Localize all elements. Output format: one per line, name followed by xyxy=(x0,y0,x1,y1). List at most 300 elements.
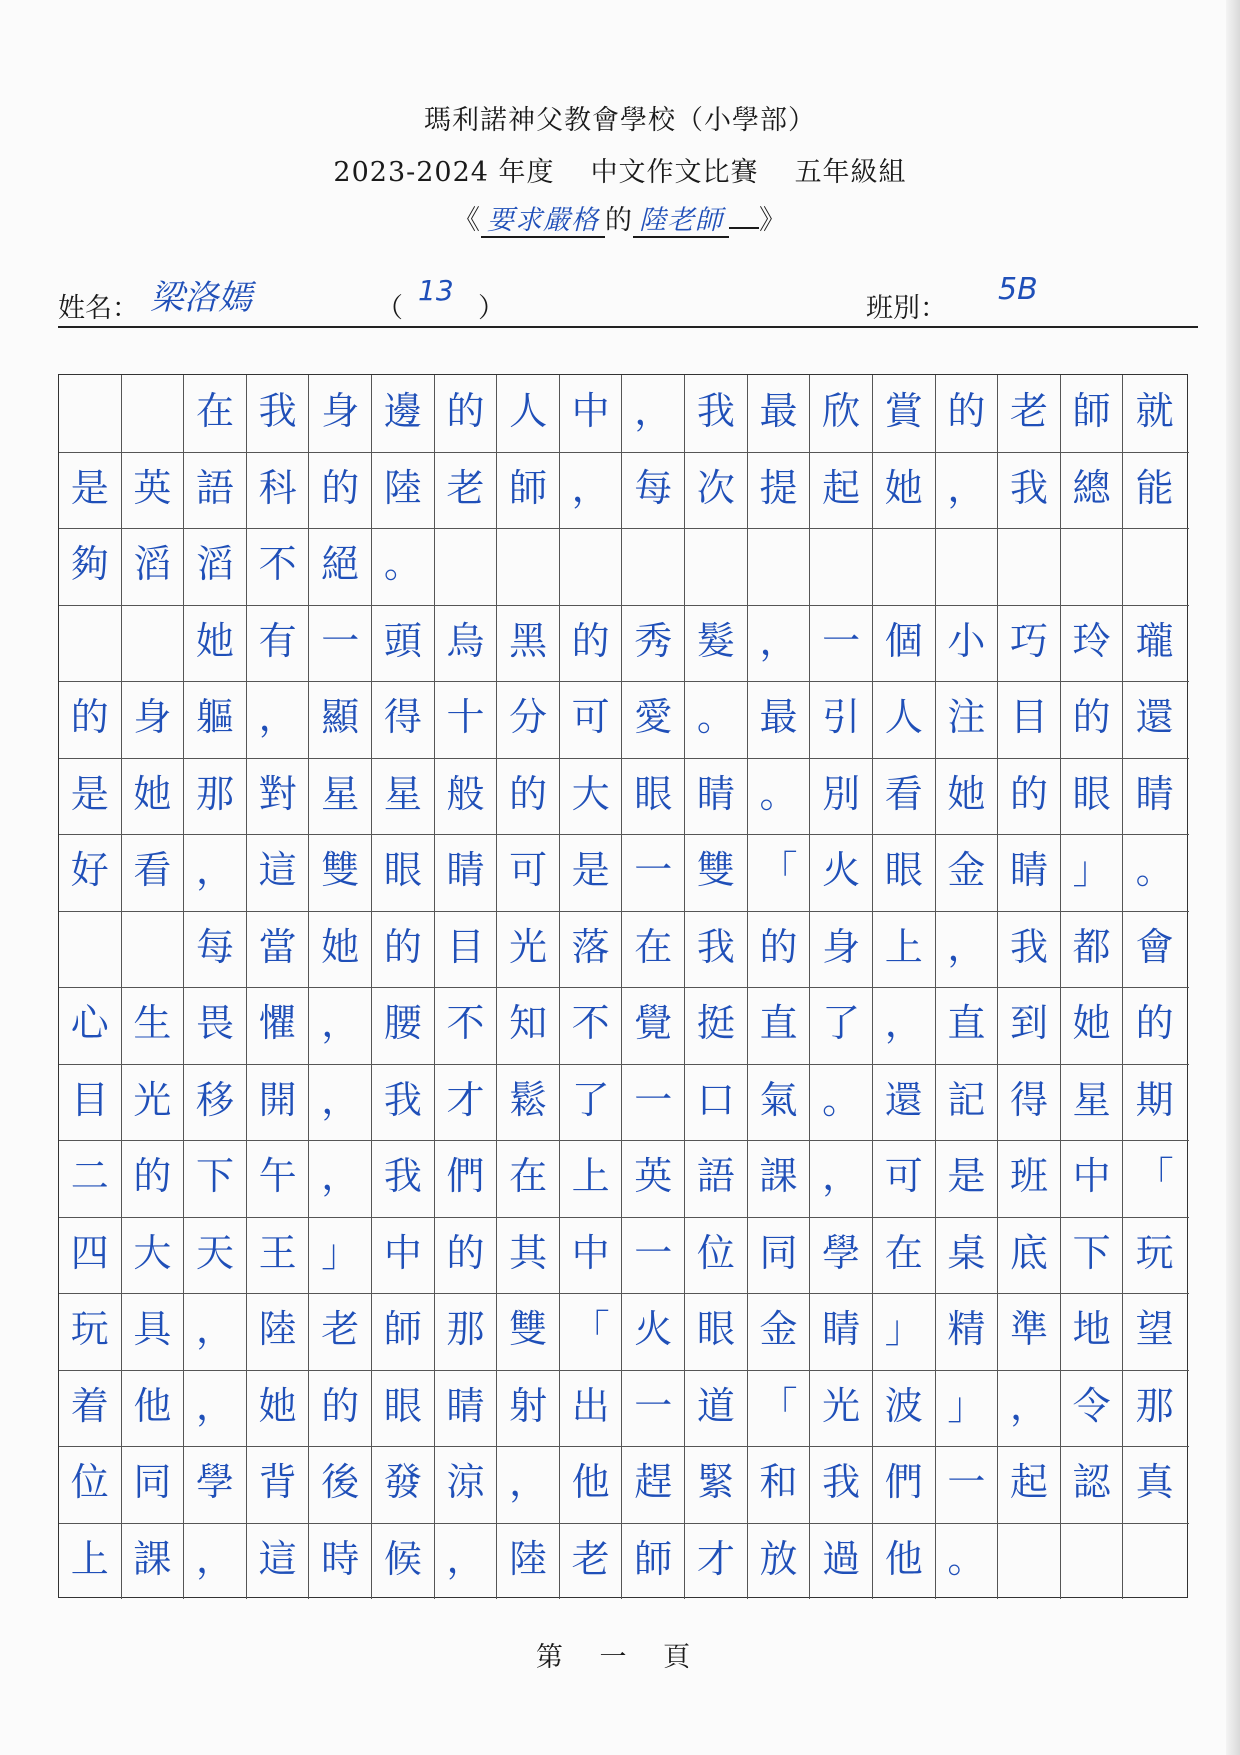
grid-cell: 的 xyxy=(1135,1001,1174,1045)
grid-cell: 放 xyxy=(748,1523,811,1600)
grid-cell: 眼 xyxy=(372,1370,435,1447)
grid-cell: 我 xyxy=(247,375,310,452)
grid-cell: 的 xyxy=(372,911,435,988)
grid-cell: 她 xyxy=(309,911,372,988)
grid-cell: 中 xyxy=(560,1217,623,1294)
competition-name: 中文作文比賽 xyxy=(590,157,759,188)
grid-cell: 的 xyxy=(435,375,498,452)
grid-cell xyxy=(1123,528,1186,605)
grid-row xyxy=(59,605,1189,682)
grid-cell: 玩 xyxy=(1135,1230,1174,1275)
grid-cell: 總 xyxy=(1061,452,1124,529)
grid-cell: 小 xyxy=(936,605,999,682)
grid-cell: 欣 xyxy=(810,375,873,452)
grid-cell: 眼 xyxy=(1061,758,1124,835)
grid-cell: 學 xyxy=(810,1217,873,1294)
grid-cell xyxy=(936,528,999,605)
grid-row xyxy=(59,1446,1189,1523)
grid-cell: 火 xyxy=(623,1293,686,1370)
grid-cell: 目 xyxy=(998,681,1061,758)
grid-cell: 雙 xyxy=(685,834,748,911)
grid-cell: 在 xyxy=(873,1217,936,1294)
grid-cell: 。 xyxy=(810,1064,873,1141)
grid-cell: 光 xyxy=(122,1064,185,1141)
grid-cell: 同 xyxy=(122,1446,185,1523)
grid-cell: 令 xyxy=(1061,1370,1124,1447)
grid-row xyxy=(59,452,1189,529)
grid-cell: 般 xyxy=(435,758,498,835)
grid-cell: 每 xyxy=(623,452,686,529)
grid-row xyxy=(59,834,1189,911)
grid-cell: 老 xyxy=(435,452,498,529)
grid-cell: 這 xyxy=(247,834,310,911)
grid-cell: 中 xyxy=(1061,1140,1124,1217)
grid-cell: 就 xyxy=(1135,389,1174,433)
grid-cell: 語 xyxy=(184,452,247,529)
grid-cell: 老 xyxy=(309,1293,372,1370)
grid-cell: 的 xyxy=(748,911,811,988)
grid-cell xyxy=(623,528,686,605)
academic-year: 2023-2024 年度 xyxy=(333,157,555,188)
grid-cell: 還 xyxy=(1135,695,1174,739)
grid-cell: 軀 xyxy=(184,681,247,758)
grid-cell: 覺 xyxy=(623,987,686,1064)
grid-cell: 一 xyxy=(810,605,873,682)
grid-cell: ， xyxy=(936,911,999,988)
grid-cell: 我 xyxy=(372,1140,435,1217)
grid-cell: 老 xyxy=(560,1523,623,1600)
grid-cell: 好 xyxy=(59,834,122,911)
grid-row xyxy=(59,1293,1189,1370)
grid-cell: 生 xyxy=(122,987,185,1064)
grid-cell: 得 xyxy=(998,1064,1061,1141)
grid-cell: 的 xyxy=(309,452,372,529)
grid-cell: 鬆 xyxy=(497,1064,560,1141)
grid-cell: 身 xyxy=(810,911,873,988)
grid-cell xyxy=(560,528,623,605)
grid-cell: 大 xyxy=(560,758,623,835)
grid-cell: 語 xyxy=(685,1140,748,1217)
grid-cell: 愛 xyxy=(623,681,686,758)
grid-cell xyxy=(810,528,873,605)
grid-cell: ， xyxy=(309,1140,372,1217)
grid-cell: ， xyxy=(497,1446,560,1523)
grid-cell: 趕 xyxy=(623,1446,686,1523)
student-class: 5B xyxy=(998,272,1038,307)
grid-row-divider xyxy=(59,834,1189,835)
grid-cell: 的 xyxy=(560,605,623,682)
student-info-line xyxy=(58,262,1198,328)
grid-cell: 「 xyxy=(748,1370,811,1447)
grid-cell: 身 xyxy=(122,681,185,758)
grid-cell xyxy=(873,528,936,605)
grid-cell: 人 xyxy=(873,681,936,758)
grid-cell: 口 xyxy=(685,1064,748,1141)
grid-cell: 着 xyxy=(59,1370,122,1447)
grid-cell: ， xyxy=(184,1293,247,1370)
grid-cell: 。 xyxy=(372,528,435,605)
grid-cell: 她 xyxy=(873,452,936,529)
grid-cell xyxy=(685,528,748,605)
grid-cell: 對 xyxy=(247,758,310,835)
grid-cell: 」 xyxy=(873,1293,936,1370)
grid-cell: 賞 xyxy=(873,375,936,452)
grid-cell: 」 xyxy=(1061,834,1124,911)
grid-cell: 睛 xyxy=(998,834,1061,911)
grid-cell: 分 xyxy=(497,681,560,758)
grid-cell: 記 xyxy=(936,1064,999,1141)
grid-cell: 英 xyxy=(122,452,185,529)
grid-cell: 一 xyxy=(623,834,686,911)
title-handwritten-part2: 陸老師 xyxy=(633,205,729,238)
grid-cell: 。 xyxy=(936,1523,999,1600)
grid-cell: 在 xyxy=(184,375,247,452)
grid-cell: 是 xyxy=(560,834,623,911)
grid-cell: 真 xyxy=(1135,1460,1174,1504)
grid-cell: 是 xyxy=(936,1140,999,1217)
grid-cell: 最 xyxy=(748,681,811,758)
grid-row-divider xyxy=(59,1217,1189,1218)
grid-cell: 課 xyxy=(748,1140,811,1217)
grid-row-divider xyxy=(59,605,1189,606)
grid-cell: 。 xyxy=(748,758,811,835)
grid-cell: 中 xyxy=(560,375,623,452)
grid-cell: 睛 xyxy=(810,1293,873,1370)
grid-cell: 會 xyxy=(1135,924,1174,969)
grid-cell: 目 xyxy=(59,1064,122,1141)
grid-cell: 緊 xyxy=(685,1446,748,1523)
grid-cell: 下 xyxy=(184,1140,247,1217)
grid-cell: 十 xyxy=(435,681,498,758)
grid-cell xyxy=(748,528,811,605)
grid-cell: 看 xyxy=(122,834,185,911)
grid-cell: 涼 xyxy=(435,1446,498,1523)
grid-cell: 那 xyxy=(1135,1383,1174,1428)
grid-row-divider xyxy=(59,528,1189,529)
grid-row xyxy=(59,528,1189,605)
grid-cell: 不 xyxy=(435,987,498,1064)
grid-cell: 眼 xyxy=(685,1293,748,1370)
grid-cell: 心 xyxy=(59,987,122,1064)
grid-cell: ， xyxy=(998,1370,1061,1447)
grid-cell: 和 xyxy=(748,1446,811,1523)
grid-cell: ， xyxy=(184,834,247,911)
grid-cell: 發 xyxy=(372,1446,435,1523)
grid-cell: 其 xyxy=(497,1217,560,1294)
grid-row xyxy=(59,758,1189,835)
grid-cell: 上 xyxy=(560,1140,623,1217)
grid-cell: 師 xyxy=(623,1523,686,1600)
grid-cell: 了 xyxy=(560,1064,623,1141)
grid-cell: 挺 xyxy=(685,987,748,1064)
grid-cell: 腰 xyxy=(372,987,435,1064)
grid-cell: 玩 xyxy=(59,1293,122,1370)
grid-cell: 她 xyxy=(1061,987,1124,1064)
grid-row xyxy=(59,1217,1189,1294)
grid-cell: 金 xyxy=(936,834,999,911)
grid-cell xyxy=(998,1523,1061,1600)
grid-cell: 他 xyxy=(560,1446,623,1523)
grid-row-divider xyxy=(59,1064,1189,1065)
grid-cell: ， xyxy=(309,1064,372,1141)
grid-cell: 不 xyxy=(560,987,623,1064)
grid-cell: 了 xyxy=(810,987,873,1064)
grid-cell: 英 xyxy=(623,1140,686,1217)
grid-cell: 的 xyxy=(122,1140,185,1217)
grid-row-divider xyxy=(59,911,1189,912)
grid-cell: ， xyxy=(309,987,372,1064)
grid-cell: 學 xyxy=(184,1446,247,1523)
grid-cell: 金 xyxy=(748,1293,811,1370)
grid-cell: 精 xyxy=(936,1293,999,1370)
grid-cell: 知 xyxy=(497,987,560,1064)
grid-cell: 可 xyxy=(560,681,623,758)
grid-cell: 那 xyxy=(184,758,247,835)
grid-row xyxy=(59,911,1189,988)
grid-cell: 「 xyxy=(748,834,811,911)
grid-cell: ， xyxy=(748,605,811,682)
grid-cell: 候 xyxy=(372,1523,435,1600)
grid-cell: 一 xyxy=(623,1064,686,1141)
grid-cell: 射 xyxy=(497,1370,560,1447)
grid-cell: 二 xyxy=(59,1140,122,1217)
grid-cell: ， xyxy=(435,1523,498,1600)
grid-cell xyxy=(435,528,498,605)
grid-cell: 起 xyxy=(998,1446,1061,1523)
grid-cell: 氣 xyxy=(748,1064,811,1141)
grid-cell: 「 xyxy=(1135,1154,1174,1198)
grid-cell: 是 xyxy=(59,758,122,835)
grid-cell: 的 xyxy=(309,1370,372,1447)
grid-cell: ， xyxy=(184,1523,247,1600)
grid-cell: 睛 xyxy=(435,1370,498,1447)
grid-cell: 引 xyxy=(810,681,873,758)
page-edge-shadow xyxy=(1226,0,1240,1755)
grid-cell: 髮 xyxy=(685,605,748,682)
grid-cell: 的 xyxy=(59,681,122,758)
grid-cell: 地 xyxy=(1061,1293,1124,1370)
grid-cell: 。 xyxy=(1135,848,1174,892)
grid-cell: 提 xyxy=(748,452,811,529)
grid-cell: 波 xyxy=(873,1370,936,1447)
grid-cell: 是 xyxy=(59,452,122,529)
grid-cell: 火 xyxy=(810,834,873,911)
grid-cell: 陸 xyxy=(247,1293,310,1370)
grid-cell: 那 xyxy=(435,1293,498,1370)
grid-cell: 具 xyxy=(122,1293,185,1370)
grid-row-divider xyxy=(59,758,1189,759)
grid-cell: 的 xyxy=(497,758,560,835)
grid-cell: 底 xyxy=(998,1217,1061,1294)
grid-cell: 的 xyxy=(936,375,999,452)
grid-cell: 們 xyxy=(873,1446,936,1523)
competition-line xyxy=(0,150,1240,189)
composition-grid xyxy=(58,374,1188,1598)
grid-row-divider xyxy=(59,987,1189,988)
grid-cell: 光 xyxy=(810,1370,873,1447)
grid-cell xyxy=(1061,1523,1124,1600)
grid-cell: 可 xyxy=(497,834,560,911)
grid-cell: 在 xyxy=(623,911,686,988)
grid-cell: 星 xyxy=(372,758,435,835)
grid-cell: 道 xyxy=(685,1370,748,1447)
grid-cell: 王 xyxy=(247,1217,310,1294)
grid-cell: 他 xyxy=(122,1370,185,1447)
grid-cell: 不 xyxy=(247,528,310,605)
grid-cell: 夠 xyxy=(59,528,122,605)
grid-cell: 大 xyxy=(122,1217,185,1294)
page-number: 第 一 頁 xyxy=(535,1642,705,1673)
grid-cell: 雙 xyxy=(497,1293,560,1370)
grid-cell xyxy=(122,911,185,988)
grid-cell: 畏 xyxy=(184,987,247,1064)
grid-cell xyxy=(998,528,1061,605)
number-close: ） xyxy=(478,293,505,324)
grid-cell: 眼 xyxy=(873,834,936,911)
grid-cell: 這 xyxy=(247,1523,310,1600)
grid-cell: 的 xyxy=(435,1217,498,1294)
grid-cell: 可 xyxy=(873,1140,936,1217)
grid-cell: 望 xyxy=(1135,1307,1174,1351)
grid-cell: 位 xyxy=(59,1446,122,1523)
grid-cell: 們 xyxy=(435,1140,498,1217)
grid-row xyxy=(59,681,1189,758)
grid-cell: 師 xyxy=(372,1293,435,1370)
grid-row-divider xyxy=(59,1293,1189,1294)
grid-cell: 睛 xyxy=(435,834,498,911)
grid-cell: 睛 xyxy=(1135,771,1174,816)
grid-cell: 我 xyxy=(998,911,1061,988)
grid-cell: 」 xyxy=(936,1370,999,1447)
grid-cell: 開 xyxy=(247,1064,310,1141)
grid-cell: 她 xyxy=(247,1370,310,1447)
grid-cell: 得 xyxy=(372,681,435,758)
grid-cell: 玲 xyxy=(1061,605,1124,682)
grid-cell: 的 xyxy=(1061,681,1124,758)
grid-cell: ， xyxy=(873,987,936,1064)
number-open: （ xyxy=(376,293,403,324)
grid-cell: 落 xyxy=(560,911,623,988)
grid-cell: 人 xyxy=(497,375,560,452)
grid-cell: 期 xyxy=(1135,1077,1174,1122)
grid-cell: 巧 xyxy=(998,605,1061,682)
grid-cell: 。 xyxy=(685,681,748,758)
grid-cell: 午 xyxy=(247,1140,310,1217)
grid-cell: 直 xyxy=(936,987,999,1064)
grid-cell: 的 xyxy=(998,758,1061,835)
grid-cell: 陸 xyxy=(372,452,435,529)
grid-cell: 她 xyxy=(936,758,999,835)
grid-cell: ， xyxy=(184,1370,247,1447)
grid-cell: 秀 xyxy=(623,605,686,682)
grid-cell: 起 xyxy=(810,452,873,529)
grid-cell: 顯 xyxy=(309,681,372,758)
grid-cell: 個 xyxy=(873,605,936,682)
grid-cell xyxy=(1123,1523,1186,1600)
grid-cell: 我 xyxy=(372,1064,435,1141)
grid-cell: 星 xyxy=(1061,1064,1124,1141)
grid-cell: 邊 xyxy=(372,375,435,452)
grid-cell: 雙 xyxy=(309,834,372,911)
grid-cell: 注 xyxy=(936,681,999,758)
grid-cell: 一 xyxy=(309,605,372,682)
grid-cell xyxy=(59,911,122,988)
grid-row xyxy=(59,987,1189,1064)
grid-cell: 還 xyxy=(873,1064,936,1141)
grid-cell: 天 xyxy=(184,1217,247,1294)
grid-cell: 星 xyxy=(309,758,372,835)
grid-row xyxy=(59,1523,1189,1600)
grid-cell: 才 xyxy=(685,1523,748,1600)
grid-cell: 眼 xyxy=(372,834,435,911)
grid-cell xyxy=(1061,528,1124,605)
grid-row-divider xyxy=(59,681,1189,682)
grid-cell: 時 xyxy=(309,1523,372,1600)
grid-cell: 黑 xyxy=(497,605,560,682)
school-name: 瑪利諾神父教會學校（小學部） xyxy=(424,105,816,136)
grid-cell: 背 xyxy=(247,1446,310,1523)
grid-cell: 他 xyxy=(873,1523,936,1600)
grid-cell: ， xyxy=(623,375,686,452)
grid-cell: 下 xyxy=(1061,1217,1124,1294)
grid-cell xyxy=(497,528,560,605)
grid-cell: ， xyxy=(247,681,310,758)
grid-row xyxy=(59,375,1189,452)
grid-cell: 一 xyxy=(623,1217,686,1294)
grid-cell: 科 xyxy=(247,452,310,529)
student-number: 13 xyxy=(418,274,454,307)
grade-group: 五年級組 xyxy=(794,157,907,188)
grid-cell: 睛 xyxy=(685,758,748,835)
grid-cell: 能 xyxy=(1135,465,1174,510)
grid-cell: 身 xyxy=(309,375,372,452)
grid-cell: 位 xyxy=(685,1217,748,1294)
grid-cell: 當 xyxy=(247,911,310,988)
grid-cell: 中 xyxy=(372,1217,435,1294)
grid-cell xyxy=(59,375,122,452)
grid-cell: 她 xyxy=(122,758,185,835)
grid-cell: 都 xyxy=(1061,911,1124,988)
grid-cell: 「 xyxy=(560,1293,623,1370)
grid-row-divider xyxy=(59,1370,1189,1371)
grid-cell: 桌 xyxy=(936,1217,999,1294)
grid-cell: 次 xyxy=(685,452,748,529)
grid-cell: ， xyxy=(810,1140,873,1217)
grid-cell: 後 xyxy=(309,1446,372,1523)
grid-cell xyxy=(122,605,185,682)
grid-cell: 在 xyxy=(497,1140,560,1217)
grid-row-divider xyxy=(59,1446,1189,1447)
grid-row xyxy=(59,1370,1189,1447)
grid-cell: 認 xyxy=(1061,1446,1124,1523)
grid-cell: 懼 xyxy=(247,987,310,1064)
grid-cell: 老 xyxy=(998,375,1061,452)
grid-cell: ， xyxy=(936,452,999,529)
grid-cell: 師 xyxy=(497,452,560,529)
grid-cell: 頭 xyxy=(372,605,435,682)
grid-cell: 看 xyxy=(873,758,936,835)
grid-cell: 移 xyxy=(184,1064,247,1141)
grid-cell: 四 xyxy=(59,1217,122,1294)
grid-cell: 光 xyxy=(497,911,560,988)
grid-cell: 我 xyxy=(810,1446,873,1523)
grid-cell: 眼 xyxy=(623,758,686,835)
grid-cell: 絕 xyxy=(309,528,372,605)
grid-row xyxy=(59,1064,1189,1141)
grid-cell: 上 xyxy=(873,911,936,988)
grid-cell xyxy=(122,375,185,452)
grid-cell: 我 xyxy=(685,375,748,452)
